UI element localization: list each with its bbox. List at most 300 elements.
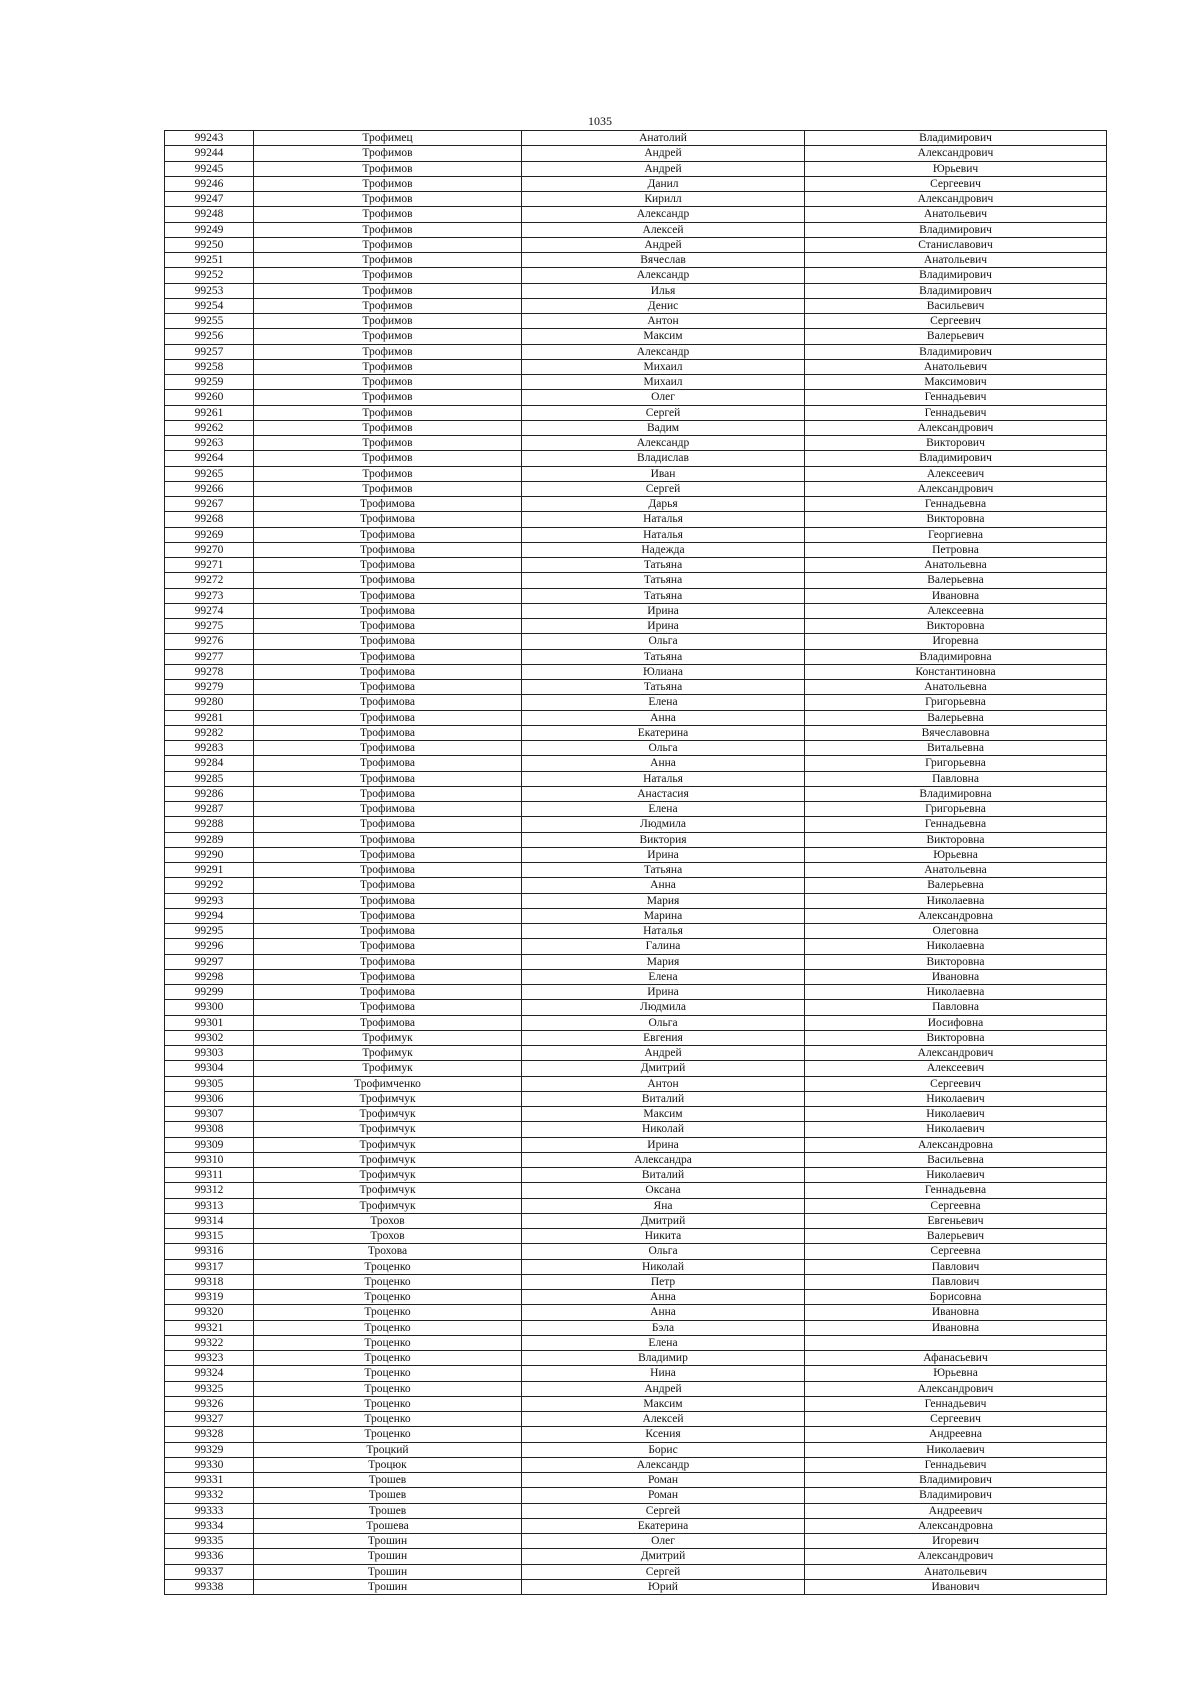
table-row — [165, 1198, 1107, 1213]
table-row — [165, 771, 1107, 786]
first-name-cell: Андрей — [522, 146, 805, 161]
table-row — [165, 924, 1107, 939]
table-row — [165, 253, 1107, 268]
record-number-cell: 99315 — [165, 1229, 254, 1244]
table-row — [165, 375, 1107, 390]
surname-cell: Трохов — [254, 1229, 522, 1244]
record-number-cell: 99256 — [165, 329, 254, 344]
record-number-cell: 99281 — [165, 710, 254, 725]
patronymic-cell: Афанасьевич — [805, 1351, 1107, 1366]
record-number-cell: 99257 — [165, 344, 254, 359]
first-name-cell: Людмила — [522, 817, 805, 832]
surname-cell: Троценко — [254, 1320, 522, 1335]
first-name-cell: Александр — [522, 268, 805, 283]
patronymic-cell: Геннадьевна — [805, 497, 1107, 512]
table-row — [165, 359, 1107, 374]
patronymic-cell: Васильевич — [805, 298, 1107, 313]
surname-cell: Трофимова — [254, 802, 522, 817]
patronymic-cell: Николаевич — [805, 1168, 1107, 1183]
first-name-cell: Татьяна — [522, 680, 805, 695]
record-number-cell: 99247 — [165, 192, 254, 207]
surname-cell: Трошев — [254, 1503, 522, 1518]
first-name-cell: Наталья — [522, 771, 805, 786]
patronymic-cell: Анатольевич — [805, 1564, 1107, 1579]
table-row — [165, 664, 1107, 679]
patronymic-cell: Владимирович — [805, 1488, 1107, 1503]
table-row — [165, 344, 1107, 359]
table-row — [165, 1473, 1107, 1488]
first-name-cell: Александр — [522, 1457, 805, 1472]
patronymic-cell: Александрович — [805, 146, 1107, 161]
patronymic-cell: Владимирович — [805, 131, 1107, 146]
table-row — [165, 1137, 1107, 1152]
first-name-cell: Екатерина — [522, 1518, 805, 1533]
surname-cell: Трофимова — [254, 634, 522, 649]
record-number-cell: 99312 — [165, 1183, 254, 1198]
surname-cell: Трофимова — [254, 878, 522, 893]
first-name-cell: Надежда — [522, 542, 805, 557]
table-row — [165, 268, 1107, 283]
table-row — [165, 1274, 1107, 1289]
first-name-cell: Владислав — [522, 451, 805, 466]
first-name-cell: Андрей — [522, 161, 805, 176]
record-number-cell: 99310 — [165, 1152, 254, 1167]
surname-cell: Трофимова — [254, 680, 522, 695]
record-number-cell: 99251 — [165, 253, 254, 268]
first-name-cell: Татьяна — [522, 573, 805, 588]
first-name-cell: Владимир — [522, 1351, 805, 1366]
record-number-cell: 99336 — [165, 1549, 254, 1564]
surname-cell: Трофимова — [254, 832, 522, 847]
first-name-cell: Сергей — [522, 1564, 805, 1579]
table-row — [165, 756, 1107, 771]
surname-cell: Трофимчук — [254, 1107, 522, 1122]
patronymic-cell: Викторовна — [805, 512, 1107, 527]
patronymic-cell: Геннадьевич — [805, 390, 1107, 405]
patronymic-cell: Юрьевна — [805, 847, 1107, 862]
table-row — [165, 1107, 1107, 1122]
patronymic-cell: Евгеньевич — [805, 1213, 1107, 1228]
surname-cell: Троценко — [254, 1305, 522, 1320]
record-number-cell: 99303 — [165, 1046, 254, 1061]
record-number-cell: 99318 — [165, 1274, 254, 1289]
record-number-cell: 99337 — [165, 1564, 254, 1579]
record-number-cell: 99317 — [165, 1259, 254, 1274]
record-number-cell: 99250 — [165, 237, 254, 252]
first-name-cell: Татьяна — [522, 588, 805, 603]
record-number-cell: 99271 — [165, 558, 254, 573]
record-number-cell: 99334 — [165, 1518, 254, 1533]
surname-cell: Трофимов — [254, 253, 522, 268]
record-number-cell: 99313 — [165, 1198, 254, 1213]
patronymic-cell: Викторовна — [805, 832, 1107, 847]
table-row — [165, 146, 1107, 161]
patronymic-cell: Григорьевна — [805, 695, 1107, 710]
surname-cell: Трофимова — [254, 741, 522, 756]
patronymic-cell: Николаевич — [805, 1122, 1107, 1137]
record-number-cell: 99246 — [165, 176, 254, 191]
patronymic-cell: Александрович — [805, 1381, 1107, 1396]
first-name-cell: Александр — [522, 207, 805, 222]
patronymic-cell: Николаевна — [805, 939, 1107, 954]
surname-cell: Трофимова — [254, 771, 522, 786]
record-number-cell: 99262 — [165, 420, 254, 435]
surname-cell: Трофимов — [254, 359, 522, 374]
record-number-cell: 99302 — [165, 1030, 254, 1045]
roster-table — [164, 130, 1107, 1595]
record-number-cell: 99279 — [165, 680, 254, 695]
table-row — [165, 969, 1107, 984]
patronymic-cell: Валерьевич — [805, 1229, 1107, 1244]
first-name-cell: Илья — [522, 283, 805, 298]
first-name-cell: Ирина — [522, 985, 805, 1000]
record-number-cell: 99322 — [165, 1335, 254, 1350]
surname-cell: Трофимов — [254, 390, 522, 405]
surname-cell: Трофимчук — [254, 1183, 522, 1198]
first-name-cell: Вячеслав — [522, 253, 805, 268]
first-name-cell: Мария — [522, 954, 805, 969]
first-name-cell: Наталья — [522, 527, 805, 542]
table-row — [165, 1366, 1107, 1381]
surname-cell: Трофимова — [254, 954, 522, 969]
surname-cell: Трофимов — [254, 146, 522, 161]
surname-cell: Трофимов — [254, 481, 522, 496]
patronymic-cell: Павловна — [805, 771, 1107, 786]
table-row — [165, 405, 1107, 420]
record-number-cell: 99325 — [165, 1381, 254, 1396]
table-row — [165, 1229, 1107, 1244]
record-number-cell: 99335 — [165, 1534, 254, 1549]
surname-cell: Трошев — [254, 1473, 522, 1488]
surname-cell: Трофимченко — [254, 1076, 522, 1091]
surname-cell: Троценко — [254, 1396, 522, 1411]
first-name-cell: Анна — [522, 1305, 805, 1320]
table-row — [165, 237, 1107, 252]
surname-cell: Трофимец — [254, 131, 522, 146]
record-number-cell: 99331 — [165, 1473, 254, 1488]
patronymic-cell: Алексеевна — [805, 603, 1107, 618]
patronymic-cell: Геннадьевич — [805, 405, 1107, 420]
surname-cell: Трофимова — [254, 588, 522, 603]
surname-cell: Трофимов — [254, 161, 522, 176]
first-name-cell: Сергей — [522, 1503, 805, 1518]
patronymic-cell: Владимирович — [805, 344, 1107, 359]
surname-cell: Трошин — [254, 1579, 522, 1594]
surname-cell: Трофимова — [254, 695, 522, 710]
table-row — [165, 558, 1107, 573]
first-name-cell: Антон — [522, 1076, 805, 1091]
surname-cell: Трофимов — [254, 283, 522, 298]
first-name-cell: Никита — [522, 1229, 805, 1244]
record-number-cell: 99326 — [165, 1396, 254, 1411]
record-number-cell: 99260 — [165, 390, 254, 405]
table-row — [165, 1549, 1107, 1564]
surname-cell: Трофимук — [254, 1046, 522, 1061]
surname-cell: Трофимова — [254, 817, 522, 832]
patronymic-cell: Павлович — [805, 1274, 1107, 1289]
patronymic-cell: Владимирович — [805, 1473, 1107, 1488]
table-row — [165, 451, 1107, 466]
patronymic-cell: Александрович — [805, 1046, 1107, 1061]
surname-cell: Трофимов — [254, 207, 522, 222]
table-row — [165, 939, 1107, 954]
surname-cell: Троценко — [254, 1381, 522, 1396]
table-row — [165, 954, 1107, 969]
surname-cell: Трофимова — [254, 603, 522, 618]
table-row — [165, 1091, 1107, 1106]
first-name-cell: Виталий — [522, 1091, 805, 1106]
record-number-cell: 99248 — [165, 207, 254, 222]
surname-cell: Трофимова — [254, 756, 522, 771]
first-name-cell: Александра — [522, 1152, 805, 1167]
record-number-cell: 99261 — [165, 405, 254, 420]
first-name-cell: Олег — [522, 1534, 805, 1549]
record-number-cell: 99332 — [165, 1488, 254, 1503]
first-name-cell: Бэла — [522, 1320, 805, 1335]
patronymic-cell: Александрович — [805, 481, 1107, 496]
first-name-cell: Андрей — [522, 237, 805, 252]
patronymic-cell: Павловна — [805, 1000, 1107, 1015]
record-number-cell: 99283 — [165, 741, 254, 756]
surname-cell: Трофимова — [254, 969, 522, 984]
patronymic-cell: Григорьевна — [805, 756, 1107, 771]
table-row — [165, 1579, 1107, 1594]
first-name-cell: Юрий — [522, 1579, 805, 1594]
first-name-cell: Ирина — [522, 603, 805, 618]
table-row — [165, 1046, 1107, 1061]
table-row — [165, 329, 1107, 344]
surname-cell: Трофимова — [254, 710, 522, 725]
record-number-cell: 99253 — [165, 283, 254, 298]
surname-cell: Трофимчук — [254, 1152, 522, 1167]
first-name-cell: Анна — [522, 878, 805, 893]
first-name-cell: Анна — [522, 756, 805, 771]
patronymic-cell: Иосифовна — [805, 1015, 1107, 1030]
surname-cell: Трофимова — [254, 664, 522, 679]
patronymic-cell: Ивановна — [805, 1305, 1107, 1320]
surname-cell: Трохов — [254, 1213, 522, 1228]
record-number-cell: 99264 — [165, 451, 254, 466]
patronymic-cell: Владимирович — [805, 283, 1107, 298]
record-number-cell: 99259 — [165, 375, 254, 390]
surname-cell: Трофимов — [254, 314, 522, 329]
table-row — [165, 786, 1107, 801]
first-name-cell: Денис — [522, 298, 805, 313]
surname-cell: Трошин — [254, 1534, 522, 1549]
table-row — [165, 1503, 1107, 1518]
first-name-cell: Ольга — [522, 634, 805, 649]
table-row — [165, 1351, 1107, 1366]
patronymic-cell: Валерьевна — [805, 573, 1107, 588]
record-number-cell: 99306 — [165, 1091, 254, 1106]
patronymic-cell: Алексеевич — [805, 466, 1107, 481]
record-number-cell: 99316 — [165, 1244, 254, 1259]
first-name-cell: Яна — [522, 1198, 805, 1213]
table-row — [165, 1213, 1107, 1228]
table-row — [165, 1061, 1107, 1076]
table-row — [165, 192, 1107, 207]
record-number-cell: 99338 — [165, 1579, 254, 1594]
first-name-cell: Виктория — [522, 832, 805, 847]
surname-cell: Трофимов — [254, 237, 522, 252]
table-row — [165, 1305, 1107, 1320]
table-row — [165, 1427, 1107, 1442]
record-number-cell: 99280 — [165, 695, 254, 710]
patronymic-cell: Владимирович — [805, 451, 1107, 466]
first-name-cell: Александр — [522, 436, 805, 451]
table-row — [165, 1122, 1107, 1137]
surname-cell: Троценко — [254, 1259, 522, 1274]
record-number-cell: 99297 — [165, 954, 254, 969]
table-row — [165, 817, 1107, 832]
table-row — [165, 1335, 1107, 1350]
surname-cell: Трофимова — [254, 619, 522, 634]
patronymic-cell: Викторовна — [805, 619, 1107, 634]
first-name-cell: Петр — [522, 1274, 805, 1289]
patronymic-cell: Анатольевна — [805, 558, 1107, 573]
patronymic-cell: Витальевна — [805, 741, 1107, 756]
first-name-cell: Ксения — [522, 1427, 805, 1442]
surname-cell: Троценко — [254, 1427, 522, 1442]
patronymic-cell: Николаевич — [805, 1107, 1107, 1122]
patronymic-cell: Валерьевна — [805, 878, 1107, 893]
first-name-cell: Дарья — [522, 497, 805, 512]
first-name-cell: Татьяна — [522, 649, 805, 664]
patronymic-cell: Алексеевич — [805, 1061, 1107, 1076]
surname-cell: Трофимов — [254, 405, 522, 420]
record-number-cell: 99249 — [165, 222, 254, 237]
record-number-cell: 99323 — [165, 1351, 254, 1366]
surname-cell: Трофимова — [254, 1015, 522, 1030]
record-number-cell: 99327 — [165, 1412, 254, 1427]
table-row — [165, 1534, 1107, 1549]
patronymic-cell: Павлович — [805, 1259, 1107, 1274]
surname-cell: Троценко — [254, 1412, 522, 1427]
patronymic-cell: Борисовна — [805, 1290, 1107, 1305]
surname-cell: Трошин — [254, 1549, 522, 1564]
first-name-cell: Татьяна — [522, 863, 805, 878]
surname-cell: Трофимова — [254, 725, 522, 740]
table-row — [165, 634, 1107, 649]
surname-cell: Трофимова — [254, 649, 522, 664]
table-row — [165, 725, 1107, 740]
table-row — [165, 1183, 1107, 1198]
record-number-cell: 99245 — [165, 161, 254, 176]
first-name-cell: Олег — [522, 390, 805, 405]
first-name-cell: Андрей — [522, 1046, 805, 1061]
record-number-cell: 99267 — [165, 497, 254, 512]
surname-cell: Трофимова — [254, 924, 522, 939]
patronymic-cell: Сергеевна — [805, 1244, 1107, 1259]
table-row — [165, 741, 1107, 756]
table-row — [165, 1259, 1107, 1274]
surname-cell: Трохова — [254, 1244, 522, 1259]
table-row — [165, 1152, 1107, 1167]
record-number-cell: 99282 — [165, 725, 254, 740]
table-row — [165, 298, 1107, 313]
surname-cell: Трофимова — [254, 497, 522, 512]
surname-cell: Трофимчук — [254, 1091, 522, 1106]
record-number-cell: 99300 — [165, 1000, 254, 1015]
table-row — [165, 893, 1107, 908]
first-name-cell: Данил — [522, 176, 805, 191]
first-name-cell: Анна — [522, 710, 805, 725]
first-name-cell: Ольга — [522, 741, 805, 756]
table-row — [165, 985, 1107, 1000]
first-name-cell: Нина — [522, 1366, 805, 1381]
record-number-cell: 99290 — [165, 847, 254, 862]
first-name-cell: Сергей — [522, 481, 805, 496]
patronymic-cell: Анатольевна — [805, 863, 1107, 878]
first-name-cell: Борис — [522, 1442, 805, 1457]
record-number-cell: 99244 — [165, 146, 254, 161]
record-number-cell: 99272 — [165, 573, 254, 588]
first-name-cell: Андрей — [522, 1381, 805, 1396]
surname-cell: Трофимук — [254, 1061, 522, 1076]
record-number-cell: 99288 — [165, 817, 254, 832]
record-number-cell: 99274 — [165, 603, 254, 618]
first-name-cell: Михаил — [522, 375, 805, 390]
patronymic-cell: Викторовна — [805, 1030, 1107, 1045]
surname-cell: Трофимчук — [254, 1137, 522, 1152]
record-number-cell: 99298 — [165, 969, 254, 984]
surname-cell: Троценко — [254, 1366, 522, 1381]
record-number-cell: 99328 — [165, 1427, 254, 1442]
record-number-cell: 99266 — [165, 481, 254, 496]
patronymic-cell: Анатольевич — [805, 253, 1107, 268]
patronymic-cell: Викторович — [805, 436, 1107, 451]
first-name-cell: Ирина — [522, 1137, 805, 1152]
patronymic-cell: Игоревич — [805, 1534, 1107, 1549]
table-row — [165, 131, 1107, 146]
record-number-cell: 99292 — [165, 878, 254, 893]
record-number-cell: 99265 — [165, 466, 254, 481]
surname-cell: Трофимова — [254, 786, 522, 801]
surname-cell: Трофимова — [254, 1000, 522, 1015]
table-row — [165, 908, 1107, 923]
table-row — [165, 527, 1107, 542]
surname-cell: Трофимов — [254, 298, 522, 313]
record-number-cell: 99252 — [165, 268, 254, 283]
patronymic-cell: Иванович — [805, 1579, 1107, 1594]
roster-body — [165, 131, 1107, 1595]
table-row — [165, 573, 1107, 588]
record-number-cell: 99309 — [165, 1137, 254, 1152]
table-row — [165, 436, 1107, 451]
patronymic-cell: Олеговна — [805, 924, 1107, 939]
patronymic-cell: Андреевич — [805, 1503, 1107, 1518]
table-row — [165, 481, 1107, 496]
table-row — [165, 512, 1107, 527]
first-name-cell: Дмитрий — [522, 1213, 805, 1228]
patronymic-cell: Васильевна — [805, 1152, 1107, 1167]
surname-cell: Трофимов — [254, 222, 522, 237]
surname-cell: Трофимчук — [254, 1122, 522, 1137]
first-name-cell: Наталья — [522, 924, 805, 939]
surname-cell: Трофимова — [254, 893, 522, 908]
patronymic-cell: Валерьевич — [805, 329, 1107, 344]
table-row — [165, 222, 1107, 237]
patronymic-cell: Геннадьевич — [805, 1396, 1107, 1411]
record-number-cell: 99333 — [165, 1503, 254, 1518]
record-number-cell: 99311 — [165, 1168, 254, 1183]
first-name-cell: Антон — [522, 314, 805, 329]
first-name-cell: Анна — [522, 1290, 805, 1305]
record-number-cell: 99296 — [165, 939, 254, 954]
first-name-cell: Михаил — [522, 359, 805, 374]
surname-cell: Троценко — [254, 1335, 522, 1350]
patronymic-cell: Сергеевич — [805, 1412, 1107, 1427]
